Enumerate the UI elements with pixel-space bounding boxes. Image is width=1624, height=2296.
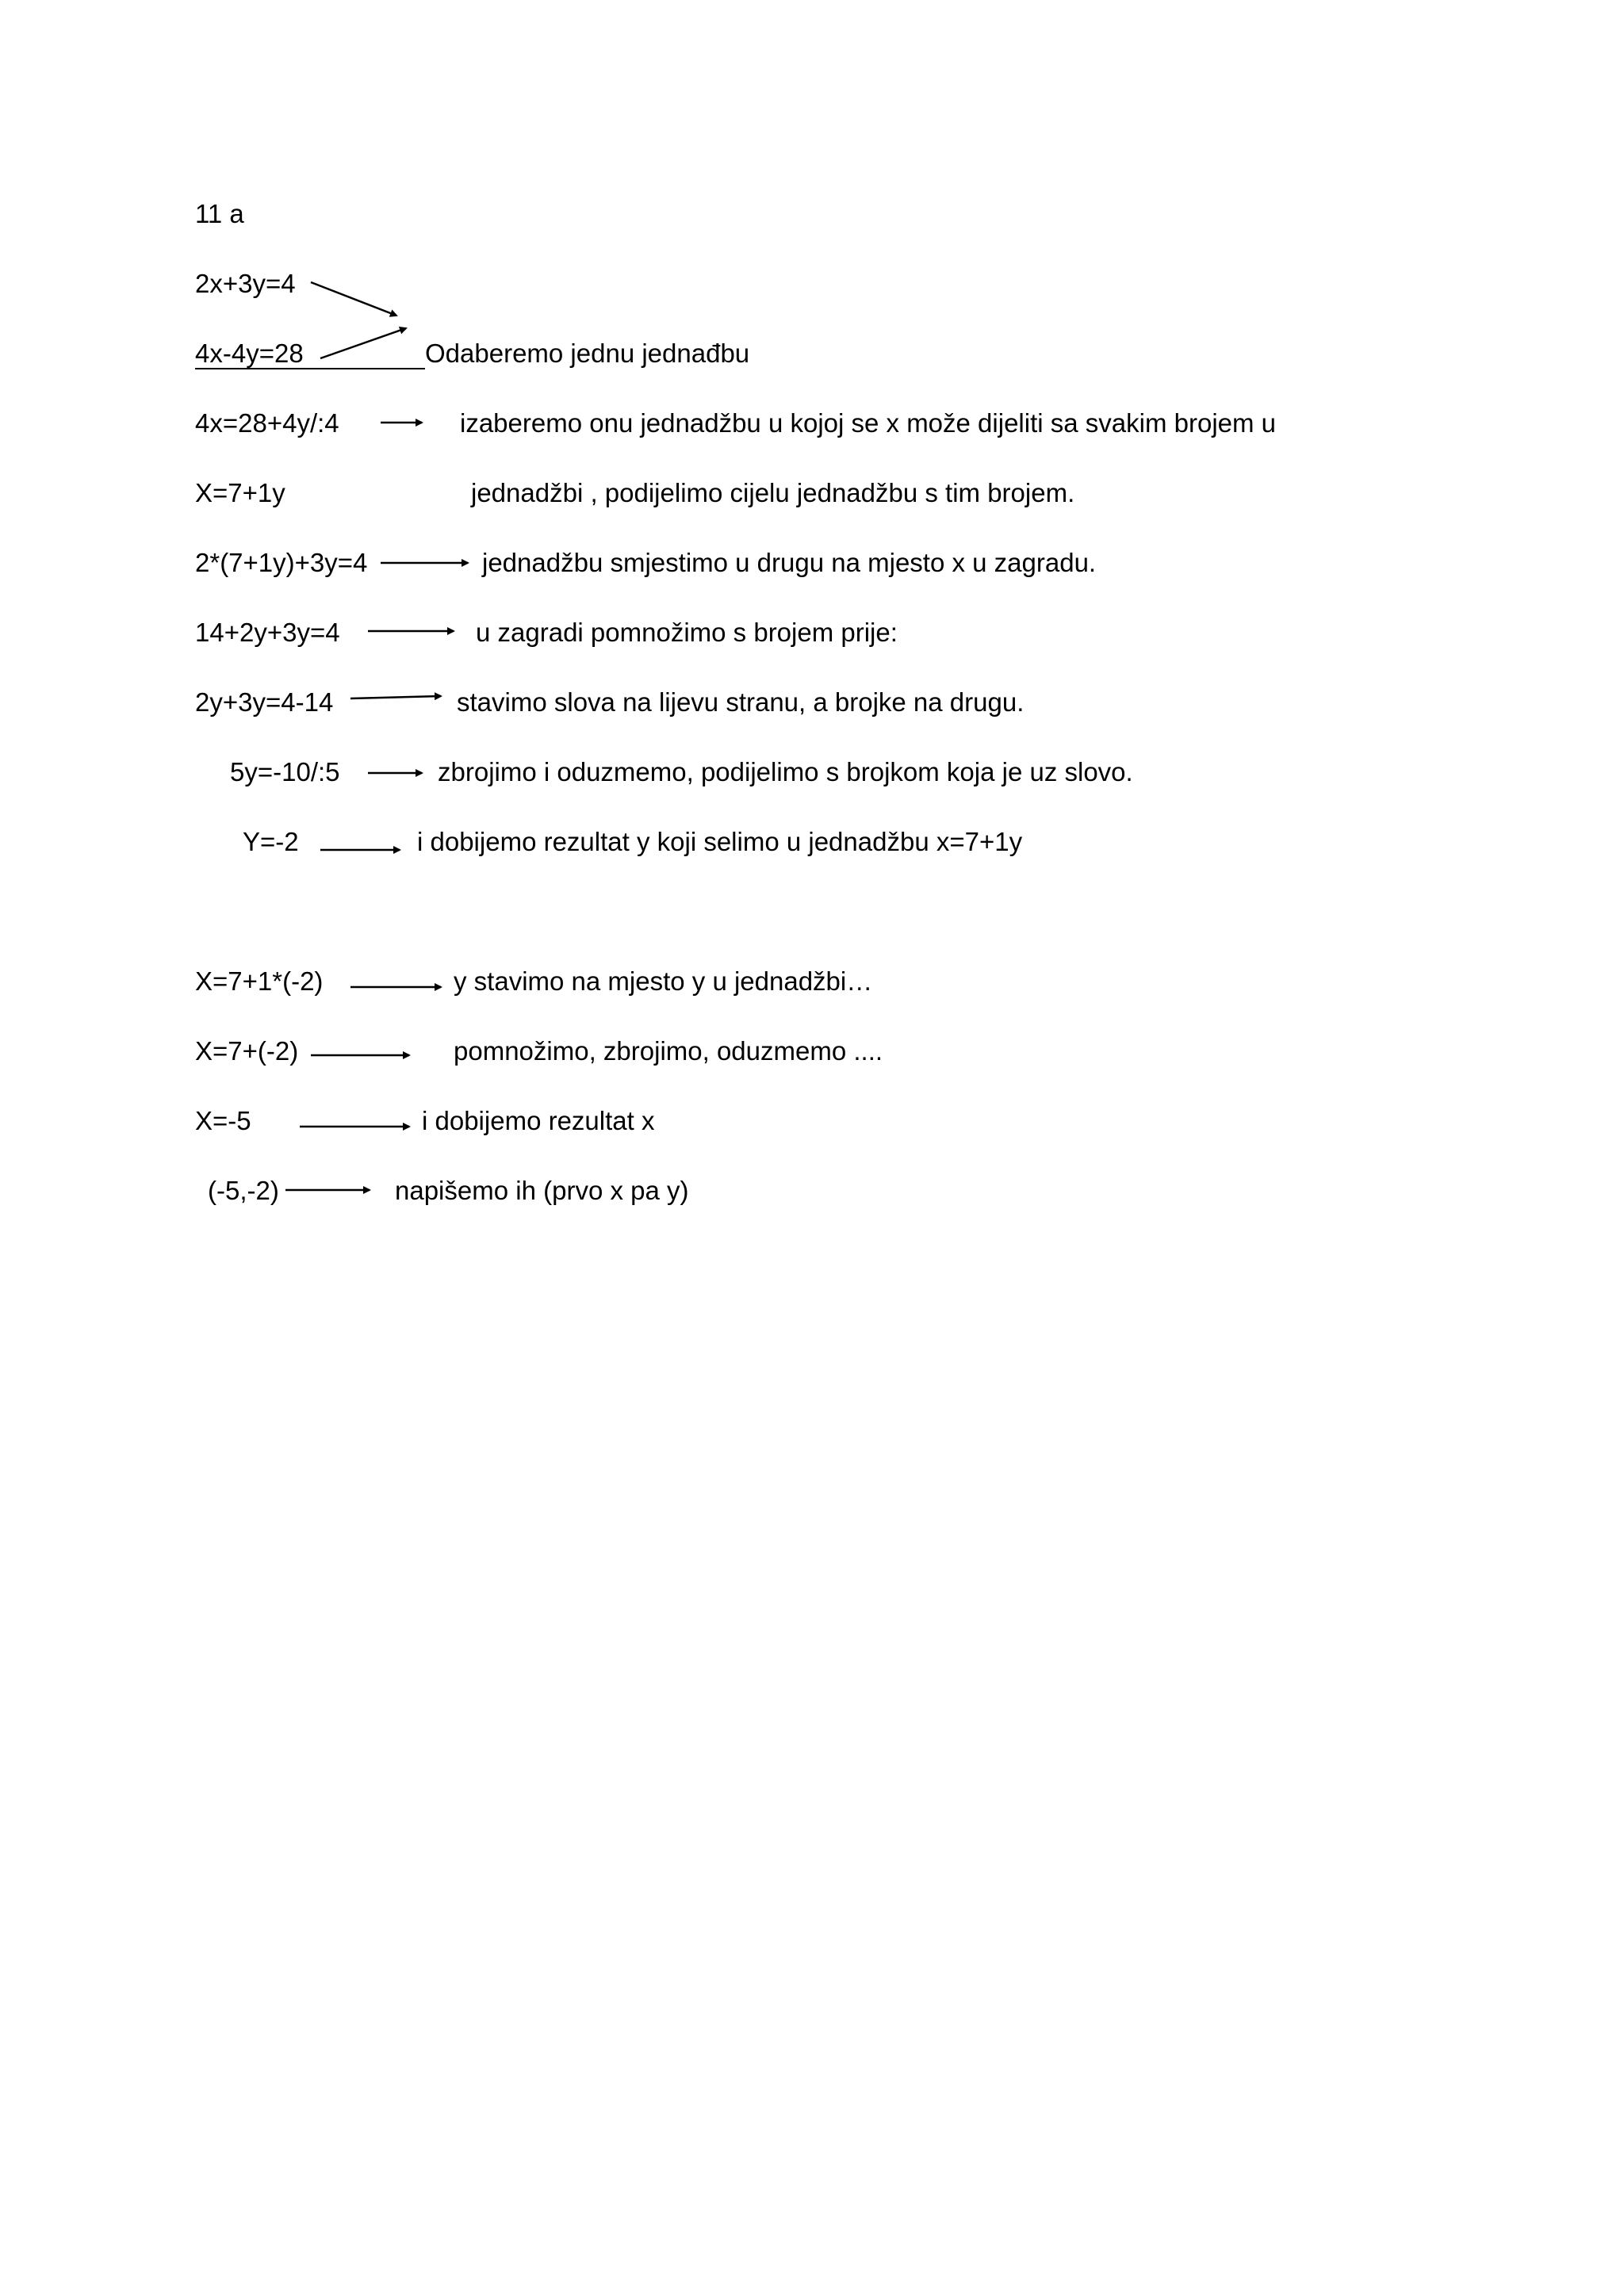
equation-1: 2x+3y=4	[195, 269, 296, 298]
note-12: napišemo ih (prvo x pa y)	[395, 1176, 689, 1205]
equation-8: 5y=-10/:5	[230, 757, 340, 786]
equation-6: 14+2y+3y=4	[195, 618, 340, 647]
equation-4: X=7+1y	[195, 478, 285, 507]
note-11: i dobijemo rezultat x	[422, 1106, 655, 1135]
note-8: i dobijemo rezultat y koji selimo u jednadžbu x=7+1y	[417, 827, 1023, 856]
equation-7: 2y+3y=4-14	[195, 687, 334, 717]
equation-3: 4x=28+4y/:4	[195, 408, 339, 438]
heading-task-number: 11 a	[195, 199, 244, 228]
equation-13: (-5,-2)	[208, 1176, 279, 1205]
equation-10: X=7+1*(-2)	[195, 966, 324, 996]
equation-9: Y=-2	[243, 827, 299, 856]
arrow-converge-bottom	[320, 328, 406, 358]
arrow-step-7	[350, 696, 441, 698]
equation-2: 4x-4y=28	[195, 339, 304, 368]
equation-11: X=7+(-2)	[195, 1036, 299, 1066]
note-9: y stavimo na mjesto y u jednadžbi…	[454, 966, 873, 996]
arrow-converge-top	[311, 282, 396, 316]
note-5: u zagradi pomnožimo s brojem prije:	[476, 618, 898, 647]
note-7: zbrojimo i oduzmemo, podijelimo s brojkom koja je uz slovo.	[438, 757, 1133, 786]
note-4: jednadžbu smjestimo u drugu na mjesto x u zagradu.	[482, 548, 1097, 577]
note-10: pomnožimo, zbrojimo, oduzmemo ....	[454, 1036, 883, 1066]
equation-5: 2*(7+1y)+3y=4	[195, 548, 368, 577]
note-6: stavimo slova na lijevu stranu, a brojke na drugu.	[457, 687, 1025, 717]
note-2: izaberemo onu jednadžbu u kojoj se x može dijeliti sa svakim brojem u	[460, 408, 1277, 438]
note-3: jednadžbi , podijelimo cijelu jednadžbu s tim brojem.	[471, 478, 1075, 507]
note-1: Odaberemo jednu jednađbu	[425, 339, 750, 368]
equation-12: X=-5	[195, 1106, 251, 1135]
